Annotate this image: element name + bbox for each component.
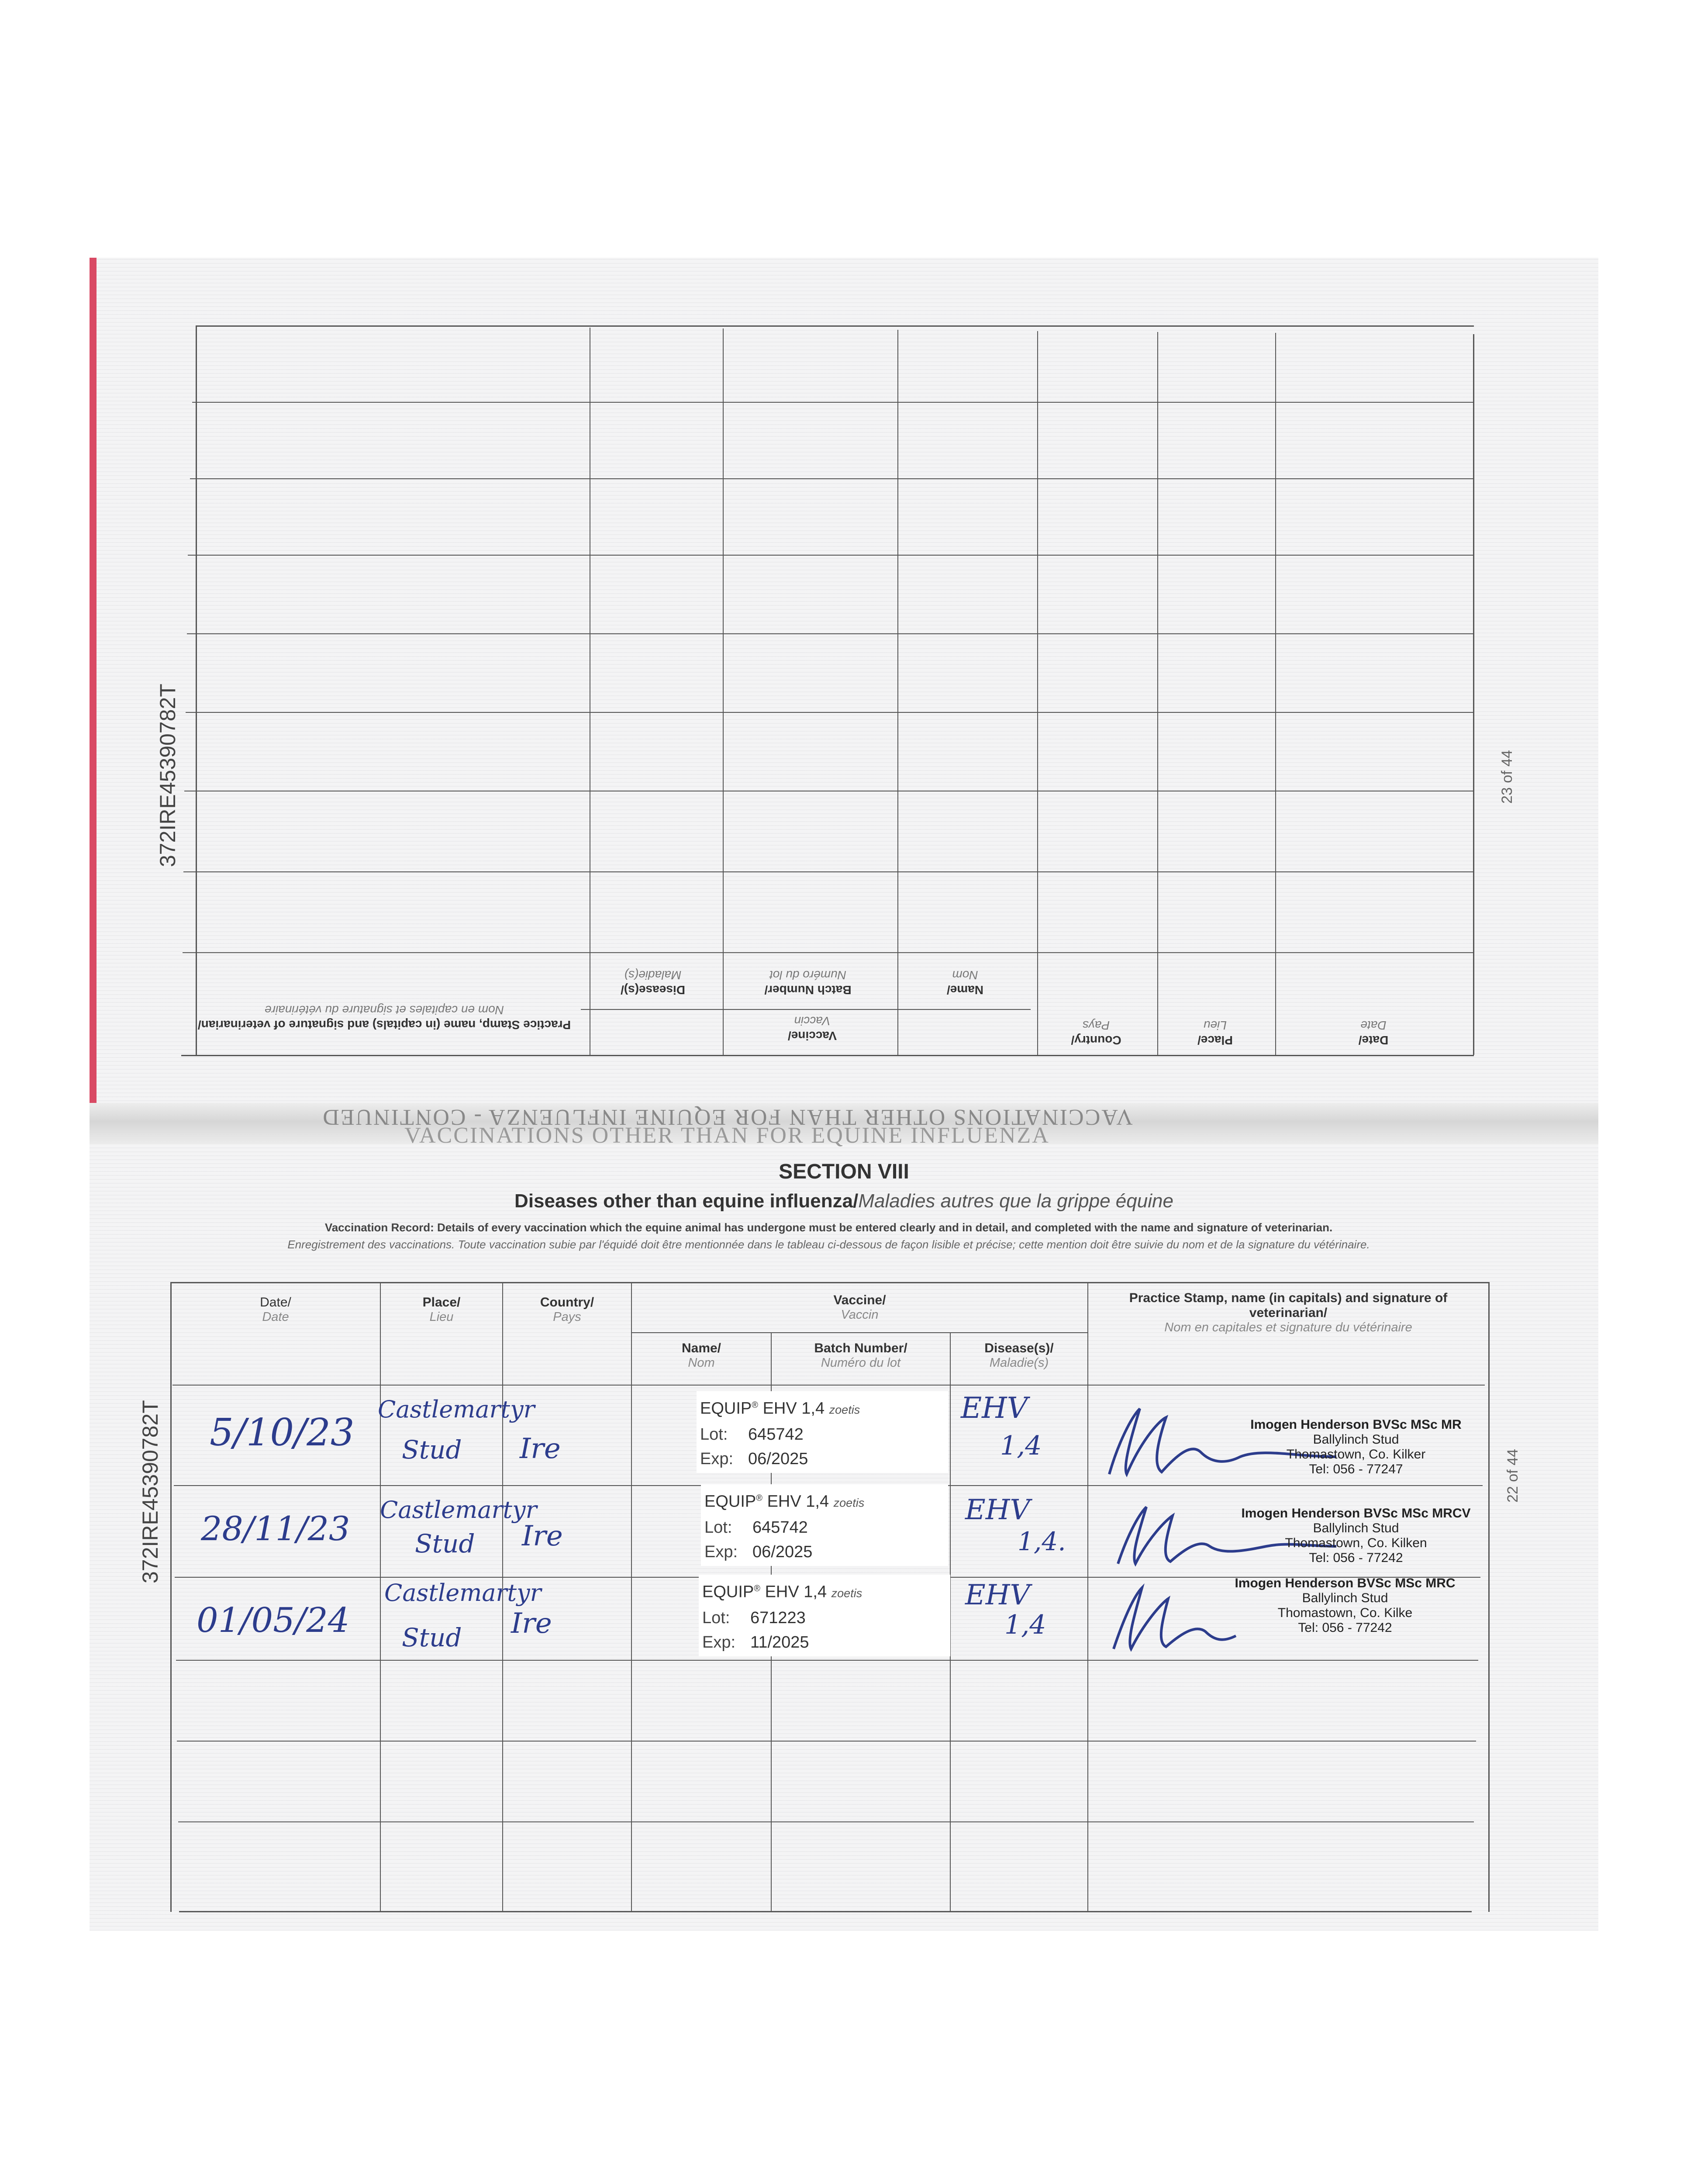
row-disease-2: 1,4 xyxy=(1000,1431,1042,1461)
vet-stamp: Imogen Henderson BVSc MSc MRC Ballylinch Stud Thomastown, Co. Kilke Tel: 056 - 77242 xyxy=(1235,1576,1456,1635)
header-vaccine: Vaccine/ Vaccin xyxy=(833,1293,886,1322)
row-date: 01/05/24 xyxy=(197,1601,350,1640)
row-date: 28/11/23 xyxy=(201,1509,350,1548)
header-batch-number: Batch Number/ Numéro du lot xyxy=(814,1341,907,1370)
passport-id-top: 372IRE45390782T xyxy=(155,684,180,867)
passport-id-bottom: 372IRE45390782T xyxy=(138,1400,162,1583)
row-place-2: Stud xyxy=(415,1529,475,1559)
row-country: Ire xyxy=(522,1520,563,1552)
top-header-vaccine: Vaccine/ Vaccin xyxy=(787,1014,837,1043)
header-country: Country/ Pays xyxy=(540,1295,594,1324)
row-place-2: Stud xyxy=(402,1435,462,1465)
row-place: Castlemartyr xyxy=(380,1496,537,1524)
header-practice-stamp: Practice Stamp, name (in capitals) and signature of veterinarian/ Nom en capitales et signature du vétérinaire xyxy=(1129,1291,1448,1334)
row-place: Castlemartyr xyxy=(378,1396,535,1423)
top-header-date: Date/ Date xyxy=(1358,1019,1389,1047)
passport-page xyxy=(90,258,1598,1931)
header-place: Place/ Lieu xyxy=(422,1295,461,1324)
vaccine-sticker: EQUIP® EHV 1,4 zoetis Lot: 645742 Exp: 06/2025 xyxy=(697,1391,948,1473)
row-disease: EHV xyxy=(965,1579,1030,1611)
page-number-bottom: 22 of 44 xyxy=(1504,1449,1521,1503)
row-country: Ire xyxy=(520,1433,561,1465)
row-place-2: Stud xyxy=(402,1623,462,1652)
continued-heading: VACCINATIONS OTHER THAN FOR EQUINE INFLUENZA - CONTINUED xyxy=(321,1105,1133,1130)
vaccine-sticker: EQUIP® EHV 1,4 zoetis Lot: 671223 Exp: 11/2025 xyxy=(699,1575,950,1656)
top-header-batch: Batch Number/ Numéro du lot xyxy=(764,968,852,997)
header-date: Date/ Date xyxy=(260,1295,291,1324)
top-header-country: Country/ Pays xyxy=(1071,1019,1121,1047)
vaccine-sticker: EQUIP® EHV 1,4 zoetis Lot: 645742 Exp: 06/2025 xyxy=(701,1484,948,1566)
top-header-diseases: Disease(s)/ Maladie(s) xyxy=(621,968,685,997)
vet-stamp: Imogen Henderson BVSc MSc MR Ballylinch Stud Thomastown, Co. Kilker Tel: 056 - 77247 xyxy=(1250,1417,1462,1476)
section-title: Diseases other than equine influenza/Maladies autres que la grippe équine xyxy=(514,1190,1173,1212)
instruction-fr: Enregistrement des vaccinations. Toute vaccination subie par l'équidé doit être mentionnée dans le tableau ci-dessous de façon lisible et précise; cette mention doit être suivie du nom et de la signature du vétérinaire. xyxy=(287,1238,1370,1251)
row-disease: EHV xyxy=(961,1391,1028,1425)
row-disease-2: 1,4 xyxy=(1004,1610,1046,1640)
page-number-top: 23 of 44 xyxy=(1499,750,1515,804)
header-vaccine-name: Name/ Nom xyxy=(681,1341,721,1370)
row-date: 5/10/23 xyxy=(210,1411,355,1455)
row-disease: EHV xyxy=(965,1494,1030,1526)
instruction-en: Vaccination Record: Details of every vaccination which the equine animal has undergone must be entered clearly and in detail, and completed with the name and signature of veterinarian. xyxy=(324,1221,1333,1234)
vet-stamp: Imogen Henderson BVSc MSc MRCV Ballylinch Stud Thomastown, Co. Kilken Tel: 056 - 77242 xyxy=(1241,1506,1471,1565)
fold-heading: VACCINATIONS OTHER THAN FOR EQUINE INFLUENZA xyxy=(404,1123,1050,1148)
row-country: Ire xyxy=(511,1607,552,1640)
header-diseases: Disease(s)/ Maladie(s) xyxy=(984,1341,1054,1370)
section-number: SECTION VIII xyxy=(779,1160,909,1183)
top-header-practice: Practice Stamp, name (in capitals) and signature of veterinarian/ Nom en capitales et signature du vétérinaire xyxy=(197,1003,571,1032)
row-disease-2: 1,4. xyxy=(1018,1527,1066,1556)
row-place: Castlemartyr xyxy=(384,1579,542,1607)
top-header-name: Name/ Nom xyxy=(946,968,984,997)
top-header-place: Place/ Lieu xyxy=(1197,1019,1233,1047)
passport-cover-edge xyxy=(90,258,97,1136)
